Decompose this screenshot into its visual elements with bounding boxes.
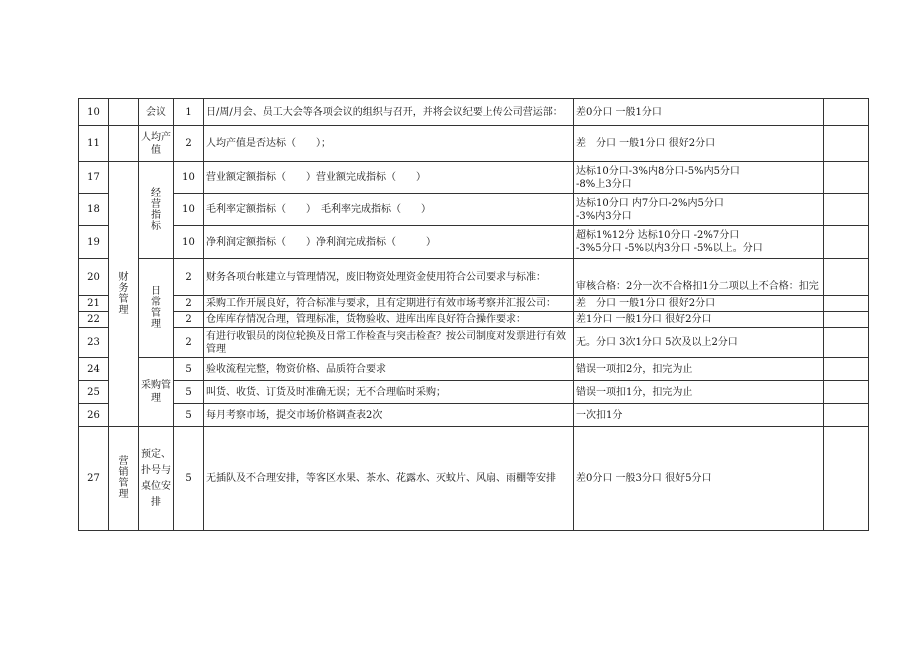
- scoring-line: 超标1%12分 达标10分口 -2%7分口: [576, 230, 740, 241]
- score-cell: 2: [174, 126, 204, 162]
- score-cell: 1: [174, 99, 204, 126]
- blank-cell: [824, 226, 869, 259]
- content-cell: 日/周/月会、员工大会等各项会议的组织与召开，并将会议纪要上传公司营运部：: [204, 99, 574, 126]
- table-row: [79, 312, 869, 328]
- table-row: [79, 226, 869, 259]
- row-id: 19: [79, 226, 109, 259]
- row-id: 25: [79, 381, 109, 404]
- score-cell: 5: [174, 427, 204, 531]
- scoring-line: 差0分口 一般1分口: [576, 106, 662, 118]
- row-id: 17: [79, 162, 109, 194]
- row-id: 24: [79, 358, 109, 381]
- scoring-cell: [574, 296, 824, 312]
- score-cell: 5: [174, 358, 204, 381]
- score-cell: 2: [174, 259, 204, 296]
- category-cell: 采购管理: [139, 358, 174, 427]
- content-cell: 营业额定额指标（ ）营业额完成指标（ ）: [204, 162, 574, 194]
- score-cell: 2: [174, 296, 204, 312]
- content-cell: 无插队及不合理安排，等客区水果、茶水、花露水、灭蚊片、风扇、雨棚等安排: [204, 427, 574, 531]
- category-cell: 人均产值: [139, 126, 174, 162]
- group-cell-empty: [109, 99, 139, 126]
- table-row: [79, 381, 869, 404]
- group-marketing: 营销管理: [109, 427, 139, 531]
- content-cell: 采购工作开展良好，符合标准与要求，且有定期进行有效市场考察并汇报公司：: [204, 296, 574, 312]
- blank-cell: [824, 358, 869, 381]
- scoring-line: 无。分口 3次1分口 5次及以上2分口: [576, 337, 738, 348]
- content-cell: 验收流程完整，物资价格、品质符合要求: [204, 358, 574, 381]
- scoring-cell: [574, 194, 824, 226]
- scoring-cell: [574, 381, 824, 404]
- table-row: [79, 358, 869, 381]
- scoring-cell: [574, 99, 824, 126]
- scoring-line: 差1分口 一般1分口 很好2分口: [576, 314, 712, 325]
- score-cell: 2: [174, 312, 204, 328]
- row-id: 18: [79, 194, 109, 226]
- group-cell-empty: [109, 126, 139, 162]
- scoring-line: 审核合格：2分一次不合格扣1分二项以上不合格：扣完: [576, 281, 819, 292]
- table-row: [79, 259, 869, 296]
- scoring-line: 错误一项扣1分，扣完为止: [576, 386, 693, 398]
- scoring-cell: [574, 162, 824, 194]
- score-cell: 5: [174, 381, 204, 404]
- scoring-line: 一次扣1分: [576, 409, 623, 421]
- row-id: 21: [79, 296, 109, 312]
- content-cell: 有进行收银员的岗位轮换及日常工作检查与突击检查？按公司制度对发票进行有效管理: [204, 328, 574, 358]
- score-cell: 10: [174, 162, 204, 194]
- row-id: 27: [79, 427, 109, 531]
- blank-cell: [824, 162, 869, 194]
- scoring-line: -3%内3分口: [576, 210, 632, 222]
- assessment-table: [78, 98, 869, 531]
- blank-cell: [824, 259, 869, 296]
- blank-cell: [824, 296, 869, 312]
- content-cell: 净利润定额指标（ ）净利润完成指标（ ）: [204, 226, 574, 259]
- blank-cell: [824, 328, 869, 358]
- content-cell: 财务各项台帐建立与管理情况，废旧物资处理资金使用符合公司要求与标准：: [204, 259, 574, 296]
- table-row: [79, 296, 869, 312]
- scoring-line: 达标10分口-3%内8分口-5%内5分口: [576, 165, 740, 177]
- content-cell: 仓库库存情况合理，管理标准，货物验收、进库出库良好符合操作要求：: [204, 312, 574, 328]
- scoring-cell: [574, 358, 824, 381]
- content-cell: 人均产值是否达标（ ）；: [204, 126, 574, 162]
- content-cell: 叫货、收货、订货及时准确无误；无不合理临时采购；: [204, 381, 574, 404]
- row-id: 23: [79, 328, 109, 358]
- row-id: 26: [79, 404, 109, 427]
- row-id: 22: [79, 312, 109, 328]
- table-row: [79, 194, 869, 226]
- score-cell: 2: [174, 328, 204, 358]
- group-finance: 财务管理: [109, 162, 139, 427]
- blank-cell: [824, 99, 869, 126]
- row-id: 11: [79, 126, 109, 162]
- scoring-line: -3%5分口 -5%以内3分口 -5%以上。分口: [576, 243, 763, 254]
- scoring-cell: [574, 312, 824, 328]
- table-row: [79, 404, 869, 427]
- row-id: 10: [79, 99, 109, 126]
- table-row: [79, 99, 869, 126]
- category-cell: 会议: [139, 99, 174, 126]
- content-cell: 毛利率定额指标（ ） 毛利率完成指标（ ）: [204, 194, 574, 226]
- scoring-cell: [574, 427, 824, 531]
- score-cell: 10: [174, 226, 204, 259]
- blank-cell: [824, 126, 869, 162]
- scoring-line: 差 分口 一般1分口 很好2分口: [576, 298, 716, 309]
- scoring-cell: [574, 404, 824, 427]
- blank-cell: [824, 404, 869, 427]
- table-row: [79, 162, 869, 194]
- table-row: [79, 328, 869, 358]
- scoring-cell: [574, 226, 824, 259]
- row-id: 20: [79, 259, 109, 296]
- blank-cell: [824, 427, 869, 531]
- scoring-line: -8%上3分口: [576, 178, 632, 190]
- blank-cell: [824, 312, 869, 328]
- blank-cell: [824, 194, 869, 226]
- group-operation: 经营指标: [139, 162, 174, 259]
- table-row: [79, 126, 869, 162]
- scoring-cell: [574, 328, 824, 358]
- table-row: [79, 427, 869, 531]
- score-cell: 5: [174, 404, 204, 427]
- category-cell: 预定、扑号与桌位安排: [139, 427, 174, 531]
- scoring-line: 差 分口 一般1分口 很好2分口: [576, 138, 716, 149]
- content-cell: 每月考察市场，提交市场价格调查表2次: [204, 404, 574, 427]
- scoring-cell: [574, 126, 824, 162]
- group-daily: 日常管理: [139, 259, 174, 358]
- scoring-line: 达标10分口 内7分口-2%内5分口: [576, 197, 724, 209]
- scoring-line: 差0分口 一般3分口 很好5分口: [576, 473, 712, 484]
- scoring-line: 错误一项扣2分，扣完为止: [576, 363, 693, 375]
- score-cell: 10: [174, 194, 204, 226]
- blank-cell: [824, 381, 869, 404]
- scoring-cell: [574, 259, 824, 296]
